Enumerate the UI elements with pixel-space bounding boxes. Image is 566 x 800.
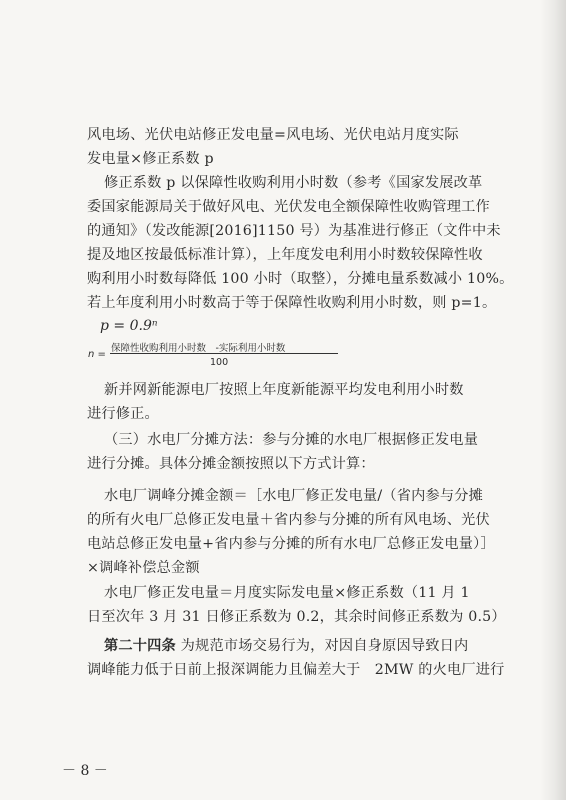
paragraph-line: 修正系数 p 以保障性收购利用小时数（参考《国家发展改革 xyxy=(104,175,483,191)
formula-denominator: 100 xyxy=(210,357,229,368)
formula-n-variable: n = xyxy=(88,349,106,360)
paragraph-line: 进行分摊。具体分摊金额按照以下方式计算： xyxy=(87,456,375,472)
paragraph-line: 若上年度利用小时数高于等于保障性收购利用小时数，则 p=1。 xyxy=(87,295,497,311)
formula-numerator: 保障性收购利用小时数 -实际利用小时数 xyxy=(111,343,286,354)
page-number: － 8 － xyxy=(62,763,108,779)
paragraph-line: 日至次年 3 月 31 日修正系数为 0.2，其余时间修正系数为 0.5） xyxy=(87,609,506,625)
paragraph-line: 新并网新能源电厂按照上年度新能源平均发电利用小时数 xyxy=(104,382,464,398)
paragraph-line: 水电厂调峰分摊金额＝［水电厂修正发电量/（省内参与分摊 xyxy=(104,488,484,504)
article-line xyxy=(104,636,508,656)
paragraph-line: 电站总修正发电量+省内参与分摊的所有水电厂总修正发电量）］ xyxy=(87,536,495,552)
fraction-bar xyxy=(110,353,338,354)
paragraph-line: 水电厂修正发电量＝月度实际发电量×修正系数（11 月 1 xyxy=(104,585,470,601)
paragraph-line: 购利用小时数每降低 100 小时（取整），分摊电量系数减小 10%。 xyxy=(87,271,514,287)
paragraph-line: ×调峰补偿总金额 xyxy=(87,560,200,576)
paragraph-line: 发电量×修正系数 p xyxy=(87,151,214,167)
page-edge-shadow xyxy=(540,0,566,800)
paragraph-line: 委国家能源局关于做好风电、光伏发电全额保障性收购管理工作 xyxy=(87,199,490,215)
section-heading-line: （三）水电厂分摊方法：参与分摊的水电厂根据修正发电量 xyxy=(104,432,479,448)
paragraph-line: 调峰能力低于日前上报深调能力且偏差大于 2MW 的火电厂进行 xyxy=(87,662,505,678)
paragraph-line: 的通知》（发改能源[2016]1150 号）为基准进行修正（文件中未 xyxy=(87,223,501,239)
paragraph-line: 风电场、光伏电站修正发电量=风电场、光伏电站月度实际 xyxy=(87,127,459,143)
paragraph-line: 提及地区按最低标准计算），上年度发电利用小时数较保障性收 xyxy=(87,247,483,263)
formula-p: p = 0.9ⁿ xyxy=(100,318,158,334)
formula-n-fraction xyxy=(88,340,348,374)
paragraph-line: 进行修正。 xyxy=(87,406,159,422)
article-text: 为规范市场交易行为，对因自身原因导致日内 xyxy=(180,638,469,654)
article-heading: 第二十四条 xyxy=(104,638,176,654)
paragraph-line: 的所有火电厂总修正发电量＋省内参与分摊的所有风电场、光伏 xyxy=(87,512,490,528)
